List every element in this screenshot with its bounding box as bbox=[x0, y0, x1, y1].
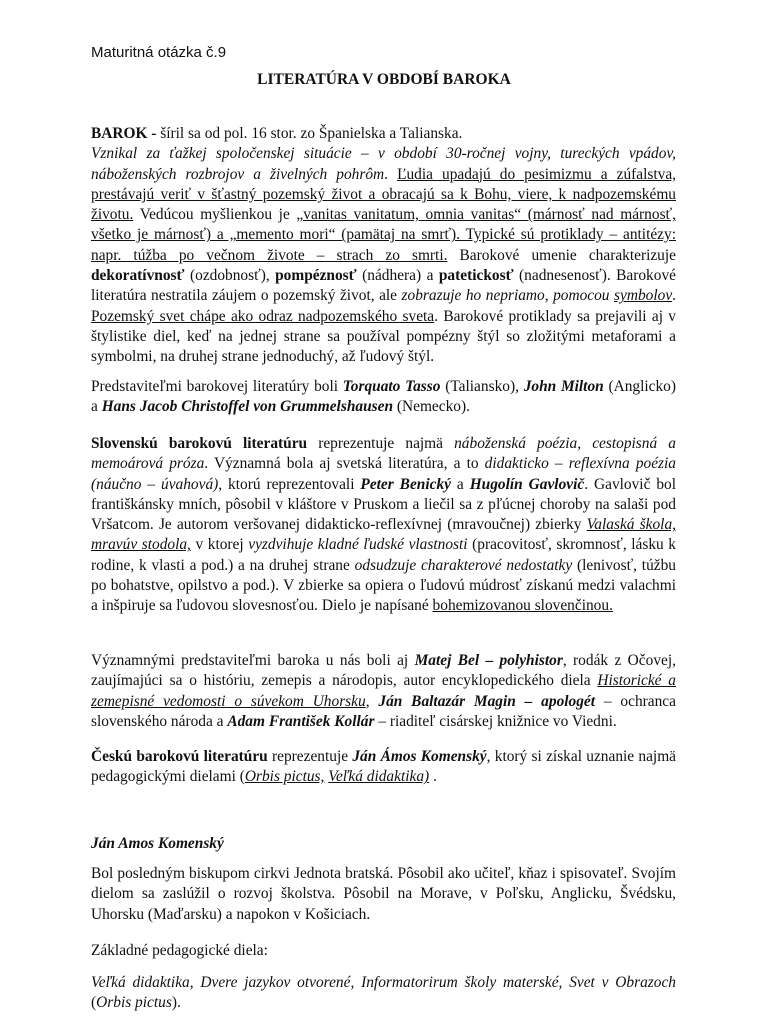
work-valaska-skola: Valaská škola, mravúv stodola, bbox=[91, 516, 677, 554]
origin-text: Vznikal za ťažkej spoločenskej situácie – v období 30-ročnej vojny, tureckých vpádov, náboženských rozbrojov a živelných pohrôm bbox=[91, 145, 676, 183]
work-orbis-pictus: Orbis pictus, bbox=[244, 768, 325, 786]
world-text: Pozemský svet chápe ako odraz nadpozemského sveta bbox=[91, 307, 435, 325]
symbols-link: symbolov bbox=[614, 287, 673, 305]
paragraph-works-list: Veľká didaktika, Dvere jazykov otvorené, Informatorirum školy materské, Svet v Obrazoch (Orbis pictus). bbox=[91, 974, 676, 1012]
author-komensky: Ján Ámos Komenský bbox=[352, 748, 487, 765]
paragraph-komensky-bio: Bol posledným biskupom cirkvi Jednota bratská. Pôsobil ako učiteľ, kňaz i spisovateľ. Svojím dielom sa zaslúžil o rozvoj školstva. Pôsobil na Morave, v Poľsku, Anglicku, Švédsku, Uhorsku (Maďarsku) a napokon v Košiciach. bbox=[91, 865, 676, 923]
author-kollar: Adam František Kollár bbox=[227, 712, 375, 730]
author-milton: John Milton bbox=[523, 378, 604, 395]
paragraph-works-label: Základné pedagogické diela: bbox=[91, 942, 268, 959]
author-magin: Ján Baltazár Magin bbox=[378, 692, 516, 710]
author-gavlovic: Hugolín Gavlovič bbox=[469, 475, 585, 493]
author-grummelshausen: Hans Jacob Christoffel von Grummelshausen bbox=[101, 398, 394, 416]
paragraph-representatives: Predstaviteľmi barokovej literatúry boli Torquato Tasso (Taliansko), John Milton (Anglicko) a Hans Jacob Christoffel von Grummelshausen (Nemecko). bbox=[91, 378, 676, 416]
work-historicke: Historické a zemepisné vedomosti o súvekom Uhorsku bbox=[91, 672, 677, 710]
idea-text: „vanitas vanitatum, omnia vanitas“ (márnosť nad márnosť, všetko je márnosť) a „memento mori“ (pamätaj na smrť). Typické sú protiklady – antitézy: napr. túžba po večnom živote – strach zo smrti. bbox=[91, 206, 676, 264]
term-slovak-baroque: Slovenskú barokovú literatúru bbox=[91, 435, 308, 452]
work-velka-didaktika: Veľká didaktika) bbox=[328, 768, 430, 786]
question-number: Maturitná otázka č.9 bbox=[91, 44, 227, 61]
document-title: LITERATÚRA V OBDOBÍ BAROKA bbox=[257, 71, 511, 88]
section-heading-komensky: Ján Amos Komenský bbox=[91, 835, 224, 852]
language-text: bohemizovanou slovenčinou. bbox=[432, 597, 613, 615]
paragraph-baroque-intro: BAROK - šíril sa od pol. 16 stor. zo Španielska a Talianska. Vznikal za ťažkej spoločenskej situácie – v období 30-ročnej vojny, tureckých vpádov, náboženských rozbrojov a živelných pohrôm. Ľudia upadajú do pesimizmu a zúfalstva, prestávajú veriť v šťastný pozemský život a obracajú sa k Bohu, viere, k nadpozemskému životu. Vedúcou myšlienkou je „vanitas vanitatum, omnia vanitas“ (márnosť nad márnosť, všetko je márnosť) a „memento mori“ (pamätaj na smrť). Typické sú protiklady – antitézy: napr. túžba po večnom živote – strach zo smrti. Barokové umenie charakterizuje dekoratívnosť (ozdobnosť), pompéznosť (nádhera) a patetickosť (nadnesenosť). Barokové literatúra nestratila záujem o pozemský život, ale zobrazuje ho nepriamo, pomocou symbolov. Pozemský svet chápe ako odraz nadpozemského sveta. Barokové protiklady sa prejavili aj v štylistike diel, keď na jednej strane sa používal pompézny štýl so zložitými metaforami a symbolmi, na druhej strane jednoduchý, až ľudový štýl. bbox=[91, 125, 677, 366]
paragraph-czech-baroque: Českú barokovú literatúru reprezentuje Ján Ámos Komenský, ktorý si získal uznanie najmä pedagogickými dielami (Orbis pictus, Veľká didaktika) . bbox=[91, 748, 677, 786]
term-baroque: BAROK - bbox=[91, 125, 157, 142]
author-benicky: Peter Benický bbox=[360, 475, 451, 493]
author-bel: Matej Bel bbox=[414, 652, 480, 669]
term-decorative: dekoratívnosť bbox=[91, 267, 185, 285]
paragraph-slovak-baroque: Slovenskú barokovú literatúru reprezentuje najmä náboženská poézia, cestopisná a memoárová próza. Významná bola aj svetská literatúra, a to didakticko – reflexívna poézia (náučno – úvahová), ktorú reprezentovali Peter Benický a Hugolín Gavlovič. Gavlovič bol františkánsky mních, pôsobil v kláštore v Pruskom a liečil sa z pľúcnej choroby na salaši pod Vršatcom. Je autorom veršovanej didakticko-reflexívnej (mravoučnej) zbierky Valaská škola, mravúv stodola, v ktorej vyzdvihuje kladné ľudské vlastnosti (pracovitosť, skromnosť, lásku k rodine, k vlasti a pod.) a na druhej strane odsudzuje charakterové nedostatky (lenivosť, túžbu po bohatstve, opilstvo a pod.). V zbierke sa opiera o ľudovú múdrosť získanú medzi valachmi a inšpiruje sa ľudovou slovesnosťou. Dielo je napísané bohemizovanou slovenčinou. bbox=[91, 435, 677, 615]
term-pathetic: patetickosť bbox=[438, 267, 514, 285]
term-czech-baroque: Českú barokovú literatúru bbox=[91, 748, 268, 765]
paragraph-notable-figures: Významnými predstaviteľmi baroka u nás boli aj Matej Bel – polyhistor, rodák z Očovej, zaujímajúci sa o históriu, zemepis a národopis, autor encyklopedického diela Historické a zemepisné vedomosti o súvekom Uhorsku, Ján Baltazár Magin – apologét – ochranca slovenského národa a Adam František Kollár – riaditeľ cisárskej knižnice vo Viedni. bbox=[91, 652, 677, 730]
term-pompous: pompéznosť bbox=[275, 267, 357, 285]
author-tasso: Torquato Tasso bbox=[342, 378, 441, 395]
people-text: Ľudia upadajú do pesimizmu a zúfalstva, prestávajú veriť v šťastný pozemský život a obracajú sa k Bohu, viere, k nadpozemskému životu. bbox=[91, 165, 677, 224]
